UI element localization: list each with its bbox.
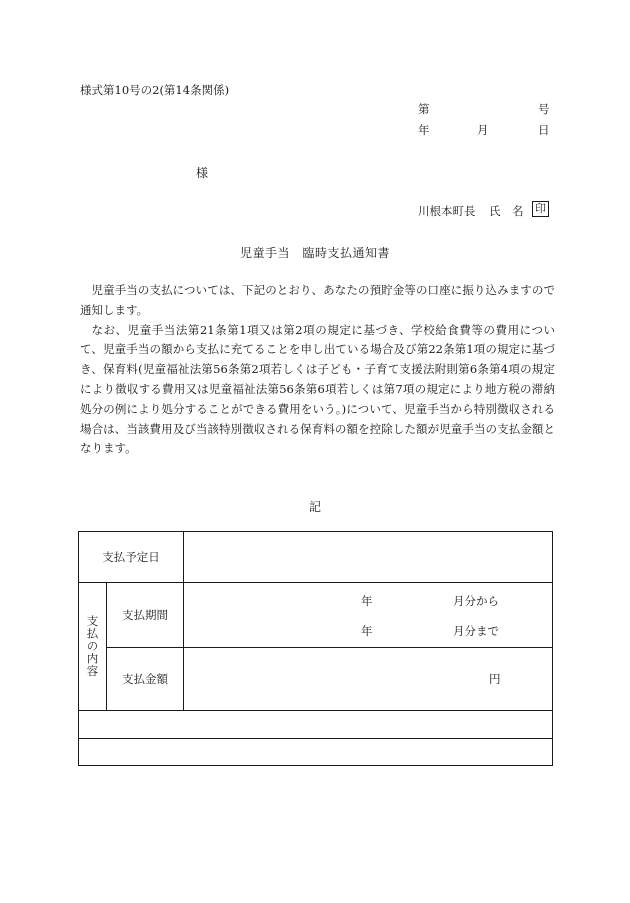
issuer-name: 川根本町長 bbox=[418, 204, 476, 218]
payment-date-value bbox=[184, 532, 553, 583]
period-value-cell bbox=[184, 583, 553, 648]
body-text bbox=[80, 281, 555, 459]
period-to-month: 月分まで bbox=[453, 624, 499, 638]
amount-unit: 円 bbox=[489, 672, 501, 686]
paragraph-1: 児童手当の支払については、下記のとおり、あなたの預貯金等の口座に振り込みますので通知します。 bbox=[80, 283, 555, 317]
table-row bbox=[79, 739, 553, 766]
date-day-label: 日 bbox=[538, 123, 550, 137]
date-year-label: 年 bbox=[418, 123, 430, 137]
document-title: 児童手当 臨時支払通知書 bbox=[239, 246, 390, 260]
issuer-mei: 名 bbox=[512, 204, 524, 218]
table-row bbox=[79, 532, 553, 583]
period-label: 支払期間 bbox=[107, 583, 184, 648]
table-row bbox=[79, 583, 553, 648]
amount-label: 支払金額 bbox=[107, 648, 184, 711]
amount-value-cell bbox=[184, 648, 553, 711]
payment-date-label: 支払予定日 bbox=[79, 532, 184, 583]
document-number-prefix: 第 bbox=[418, 102, 430, 116]
ki-heading: 記 bbox=[308, 500, 321, 514]
issuer-shi: 氏 bbox=[489, 204, 501, 218]
form-number: 様式第10号の2(第14条関係) bbox=[80, 83, 230, 97]
period-from-month: 月分から bbox=[453, 594, 499, 608]
period-to-year: 年 bbox=[361, 624, 373, 638]
date-month-label: 月 bbox=[477, 123, 489, 137]
document-number-suffix: 号 bbox=[538, 102, 550, 116]
seal-mark bbox=[532, 201, 549, 217]
blank-row-1 bbox=[79, 711, 553, 739]
addressee-honorific: 様 bbox=[196, 166, 209, 180]
content-label: 支払の内容 bbox=[85, 615, 100, 678]
seal-label: 印 bbox=[532, 201, 549, 217]
blank-row-2 bbox=[79, 739, 553, 766]
period-from-year: 年 bbox=[361, 594, 373, 608]
table-row bbox=[79, 711, 553, 739]
payment-detail-table bbox=[78, 531, 553, 766]
paragraph-2: なお、児童手当法第21条第1項又は第2項の規定に基づき、学校給食費等の費用について、児童手当の額から支払に充てることを申し出ている場合及び第22条第1項の規定に基づき、保育料(児童福祉法第56条第2項若しくは子ども・子育て支援法附則第6条第4項の規定により徴収する費用又は児童福祉法第56条第6項若しくは第7項の規定により地方税の滞納処分の例により処分することができる費用をいう。)について、児童手当から特別徴収される場合は、当該費用及び当該特別徴収される保育料の額を控除した額が児童手当の支払金額となります。 bbox=[80, 322, 555, 456]
content-label-cell bbox=[79, 583, 107, 711]
table-row bbox=[79, 648, 553, 711]
